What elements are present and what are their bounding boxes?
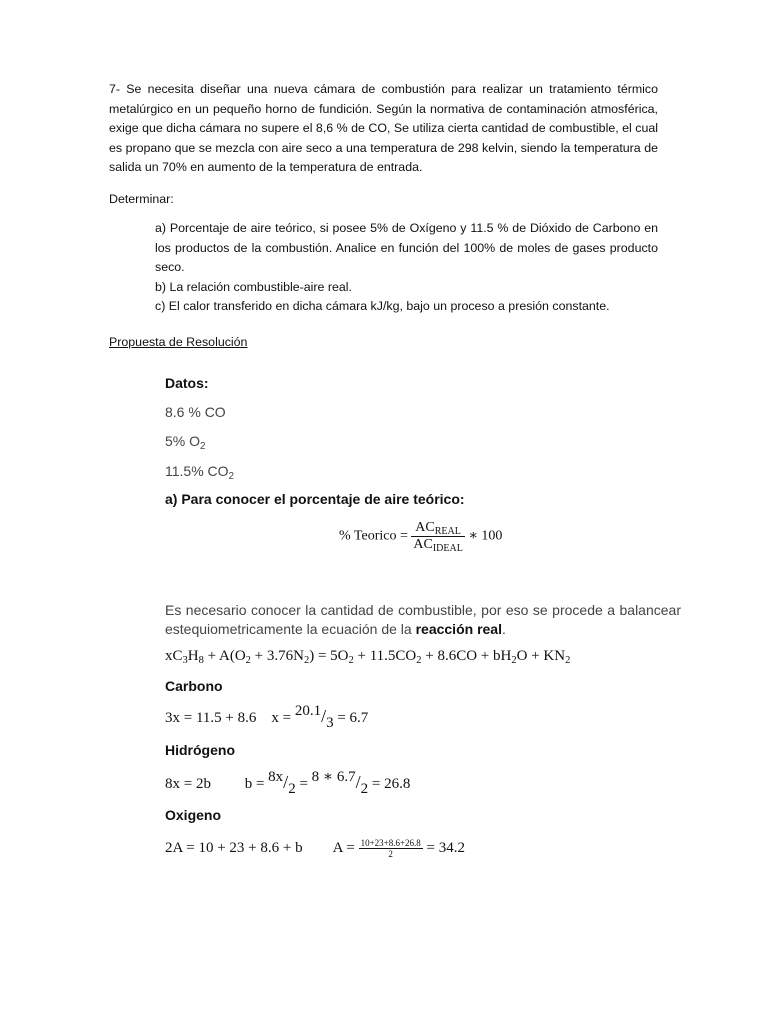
problem-statement	[109, 80, 658, 178]
item-b: b) La relación combustible-aire real.	[155, 279, 352, 294]
hidrogeno-label: Hidrógeno	[165, 742, 235, 758]
problem-items	[155, 219, 658, 317]
problem-text: 7- Se necesita diseñar una nueva cámara de combustión para realizar un tratamiento térmico metalúrgico en un pequeño horno de fundición. Según la normativa de contaminación atmosférica, exige que dicha cámara no supere el 8,6 % de CO, Se utiliza cierta cantidad de combustible, el cual es propano que se mezcla con aire seco a una temperatura de 298 kelvin, siendo la temperatura de salida un 70% en aumento de la temperatura de entrada.	[109, 82, 658, 175]
determinar-label: Determinar:	[109, 192, 174, 206]
reaction-equation: $xC_3H_8 + A(O_2 + 3.76N_2) = 5O_2 + 11.5CO_2 + 8.6CO + bH_2O + KN_2$	[165, 648, 571, 666]
dato-o2: 5% $O_2$	[165, 433, 206, 452]
carbono-equation: 3x = 11.5 + 8.6 x = 20.1/3 = 6.7	[165, 703, 369, 731]
explanation-text: Es necesario conocer la cantidad de combustible, por eso se procede a balancear estequiometricamente la ecuación de la reacción real.	[165, 602, 681, 637]
part-a-heading: a) Para conocer el porcentaje de aire teórico:	[165, 491, 465, 507]
hidrogeno-equation: 8x = 2b b = 8x/2 = 8 ∗ 6.7/2 = 26.8	[165, 769, 411, 797]
item-a: a) Porcentaje de aire teórico, si posee 5% de Oxígeno y 11.5 % de Dióxido de Carbono en los productos de la combustión. Analice en función del 100% de moles de gases producto seco.	[155, 221, 658, 274]
item-c: c) El calor transferido en dicha cámara kJ/kg, bajo un proceso a presión constante.	[155, 299, 610, 313]
resolution-heading: Propuesta de Resolución	[109, 335, 248, 349]
dato-co2: 11.5% $CO_2$	[165, 463, 234, 482]
carbono-label: Carbono	[165, 678, 223, 694]
datos-label: Datos:	[165, 375, 209, 391]
teorico-fraction: $\frac{AC_{REAL}}{AC_{IDEAL}}$	[413, 520, 463, 554]
dato-co: 8.6 % CO	[165, 404, 226, 420]
teorico-formula: % Teorico = $\frac{AC_{REAL}}{AC_{IDEAL}}$ ∗ 100	[339, 520, 503, 554]
oxigeno-label: Oxigeno	[165, 807, 222, 823]
oxigeno-equation: 2A = 10 + 23 + 8.6 + b A = $\frac{10+23+8.6+26.8}{2}$ = 34.2	[165, 838, 466, 859]
